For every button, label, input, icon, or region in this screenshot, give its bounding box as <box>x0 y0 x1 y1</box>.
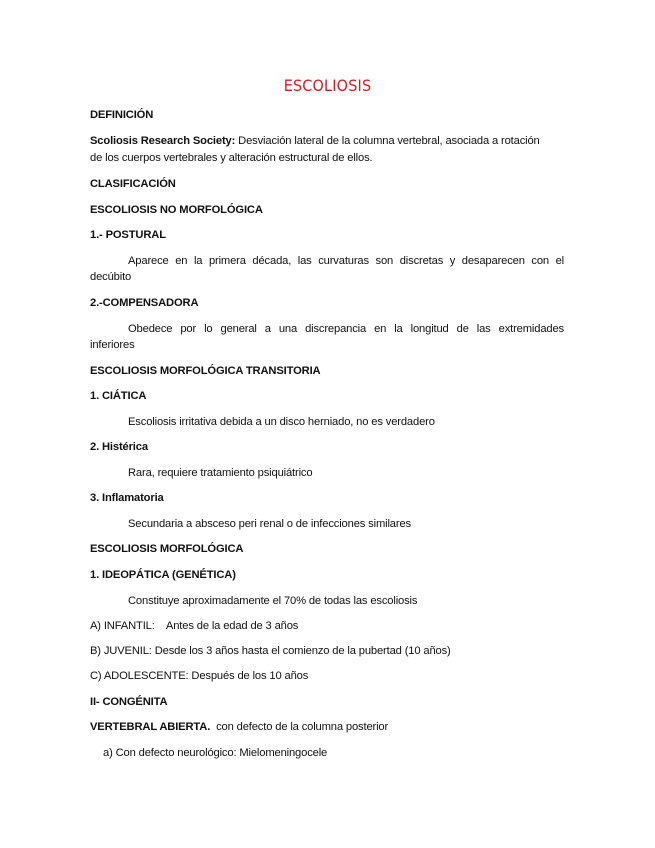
item-juvenil: B) JUVENIL: Desde los 3 años hasta el comienzo de la pubertad (10 años) <box>90 645 451 657</box>
vertebral-abierta-line <box>90 720 388 734</box>
postural-text-2: decúbito <box>90 271 132 283</box>
definition-line-1 <box>90 134 540 148</box>
ciatica-text: Escoliosis irritativa debida a un disco herniado, no es verdadero <box>128 416 435 428</box>
inflamatoria-text: Secundaria a absceso peri renal o de infecciones similares <box>128 518 411 530</box>
heading-congenita: II- CONGÉNITA <box>90 696 168 708</box>
heading-clasificacion: CLASIFICACIÓN <box>90 178 176 190</box>
heading-morfologica: ESCOLIOSIS MORFOLÓGICA <box>90 543 244 555</box>
heading-definicion: DEFINICIÓN <box>90 109 154 121</box>
histerica-text: Rara, requiere tratamiento psiquiátrico <box>128 467 313 479</box>
heading-histerica: 2. Histérica <box>90 441 148 453</box>
heading-postural: 1.- POSTURAL <box>90 229 166 241</box>
compensadora-text-2: inferiores <box>90 339 135 351</box>
definition-source: Scoliosis Research Society: <box>90 135 236 147</box>
item-adolescente: C) ADOLESCENTE: Después de los 10 años <box>90 670 309 682</box>
compensadora-text-1: Obedece por lo general a una discrepancia en la longitud de las extremidades <box>128 323 564 335</box>
item-defecto-neurologico: a) Con defecto neurológico: Mielomeningocele <box>103 747 328 759</box>
heading-inflamatoria: 3. Inflamatoria <box>90 492 164 504</box>
document-title: ESCOLIOSIS <box>283 76 372 95</box>
heading-ciatica: 1. CIÁTICA <box>90 390 147 402</box>
vertebral-abierta-text: con defecto de la columna posterior <box>210 721 389 733</box>
ideopatica-text: Constituye aproximadamente el 70% de todas las escoliosis <box>128 595 418 607</box>
vertebral-abierta-label: VERTEBRAL ABIERTA. <box>90 721 211 733</box>
item-infantil: A) INFANTIL: Antes de la edad de 3 años <box>90 620 299 632</box>
heading-no-morfologica: ESCOLIOSIS NO MORFOLÓGICA <box>90 204 263 216</box>
definition-text-1: Desviación lateral de la columna vertebral, asociada a rotación <box>235 135 540 147</box>
heading-ideopatica: 1. IDEOPÁTICA (GENÉTICA) <box>90 569 236 581</box>
heading-compensadora: 2.-COMPENSADORA <box>90 297 199 309</box>
definition-text-2: de los cuerpos vertebrales y alteración estructural de ellos. <box>90 152 373 164</box>
postural-text-1: Aparece en la primera década, las curvaturas son discretas y desaparecen con el <box>128 255 564 267</box>
heading-transitoria: ESCOLIOSIS MORFOLÓGICA TRANSITORIA <box>90 365 321 377</box>
